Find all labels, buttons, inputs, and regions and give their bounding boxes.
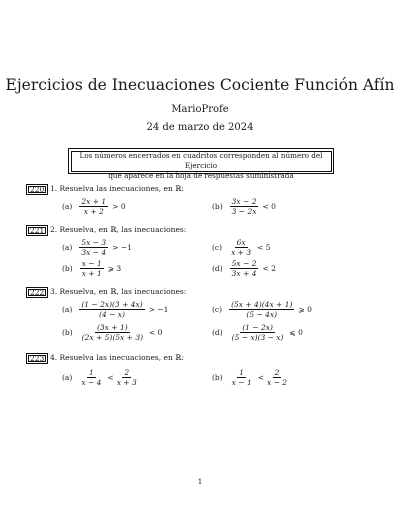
- numerator: 5x − 3: [81, 238, 107, 247]
- fraction: [115, 368, 139, 387]
- item-label: (d): [212, 264, 223, 273]
- fraction: [230, 259, 259, 278]
- notice-line-1: Los números encerrados en cuadritos corresponden al número del Ejercicio: [79, 151, 323, 170]
- numerator: (1 − 2x)(3 + 4x): [81, 300, 143, 309]
- item-label: (b): [62, 328, 73, 337]
- item-label: (a): [62, 243, 73, 252]
- denominator: x + 3: [231, 248, 252, 257]
- exercise-number-box: 222: [26, 287, 48, 298]
- fraction: [229, 238, 253, 257]
- relation: < 0: [262, 202, 276, 211]
- relation: ⩾ 0: [298, 305, 312, 314]
- fraction: [265, 368, 289, 387]
- numerator: x − 1: [81, 259, 102, 268]
- item-label: (c): [212, 243, 223, 252]
- exercise-item: [62, 300, 168, 319]
- item-label: (d): [212, 328, 223, 337]
- author: MarioProfe: [171, 104, 229, 115]
- relation: < 2: [262, 264, 276, 273]
- numerator: 2x + 1: [81, 197, 107, 206]
- numerator: 1: [239, 368, 245, 377]
- denominator: (2x + 5)(5x + 3): [81, 333, 144, 342]
- exercise-number-box: 223: [26, 353, 48, 364]
- fraction: [79, 197, 108, 216]
- numerator: (1 − 2x): [242, 323, 273, 332]
- exercise-item: [62, 323, 162, 342]
- exercise-item: [62, 368, 140, 387]
- notice-line-2: que aparece en la hoja de respuestas suministrada: [108, 171, 294, 180]
- relation: <: [257, 373, 265, 382]
- fraction: [79, 238, 108, 257]
- relation: ⩽ 0: [289, 328, 303, 337]
- denominator: x + 3: [116, 378, 137, 387]
- exercise-statement: 4. Resuelva las inecuaciones, en ℝ:: [50, 353, 184, 362]
- fraction: [230, 368, 254, 387]
- denominator: 3x − 4: [81, 248, 107, 257]
- denominator: (5 − 4x): [246, 310, 278, 319]
- item-label: (a): [62, 373, 73, 382]
- denominator: x − 4: [81, 378, 102, 387]
- exercise-statement: 1. Resuelva las inecuaciones, en ℝ:: [50, 184, 184, 193]
- fraction: [230, 197, 259, 216]
- item-label: (a): [62, 305, 73, 314]
- exercise-item: [62, 238, 132, 257]
- numerator: 5x − 2: [231, 259, 257, 268]
- numerator: 6x: [236, 238, 246, 247]
- denominator: x − 1: [231, 378, 252, 387]
- numerator: (3x + 1): [96, 323, 128, 332]
- exercise-item: [62, 259, 121, 278]
- fraction: [229, 300, 294, 319]
- item-label: (c): [212, 305, 223, 314]
- numerator: 1: [88, 368, 94, 377]
- item-label: (b): [212, 202, 223, 211]
- exercise-item: [212, 238, 271, 257]
- exercise-number-box: 220: [26, 184, 48, 195]
- numerator: 3x − 2: [231, 197, 257, 206]
- fraction: [79, 368, 103, 387]
- exercise-item: [212, 259, 276, 278]
- denominator: x + 2: [83, 207, 104, 216]
- notice-box: [68, 148, 334, 180]
- exercise-item: [212, 300, 312, 319]
- fraction: [80, 259, 104, 278]
- relation: > −1: [148, 305, 169, 314]
- exercise-statement: 3. Resuelva, en ℝ, las inecuaciones:: [50, 287, 187, 296]
- fraction: [80, 323, 145, 342]
- fraction: [230, 323, 286, 342]
- relation: <: [107, 373, 114, 382]
- denominator: x + 1: [81, 269, 102, 278]
- numerator: 2: [124, 368, 130, 377]
- exercise-item: [62, 197, 126, 216]
- relation: > 0: [112, 202, 126, 211]
- item-label: (a): [62, 202, 73, 211]
- denominator: (5 − x)(3 − x): [231, 333, 284, 342]
- exercise-statement: 2. Resuelva, en ℝ, las inecuaciones:: [50, 225, 187, 234]
- exercise-item: [212, 368, 290, 387]
- item-label: (b): [62, 264, 73, 273]
- exercise-item: [212, 197, 276, 216]
- relation: ⩾ 3: [107, 264, 122, 273]
- denominator: 3x + 4: [231, 269, 257, 278]
- numerator: (5x + 4)(4x + 1): [231, 300, 293, 309]
- denominator: x − 2: [267, 378, 288, 387]
- numerator: 2: [274, 368, 280, 377]
- fraction: [79, 300, 144, 319]
- exercise-number-box: 221: [26, 225, 48, 236]
- document-title: Ejercicios de Inecuaciones Cociente Función Afín: [5, 76, 395, 94]
- relation: < 5: [257, 243, 271, 252]
- page-number: 1: [197, 477, 203, 486]
- exercise-item: [212, 323, 303, 342]
- denominator: 3 − 2x: [231, 207, 257, 216]
- date: 24 de marzo de 2024: [146, 122, 254, 133]
- relation: < 0: [149, 328, 163, 337]
- relation: > −1: [112, 243, 132, 252]
- item-label: (b): [212, 373, 223, 382]
- denominator: (4 − x): [99, 310, 125, 319]
